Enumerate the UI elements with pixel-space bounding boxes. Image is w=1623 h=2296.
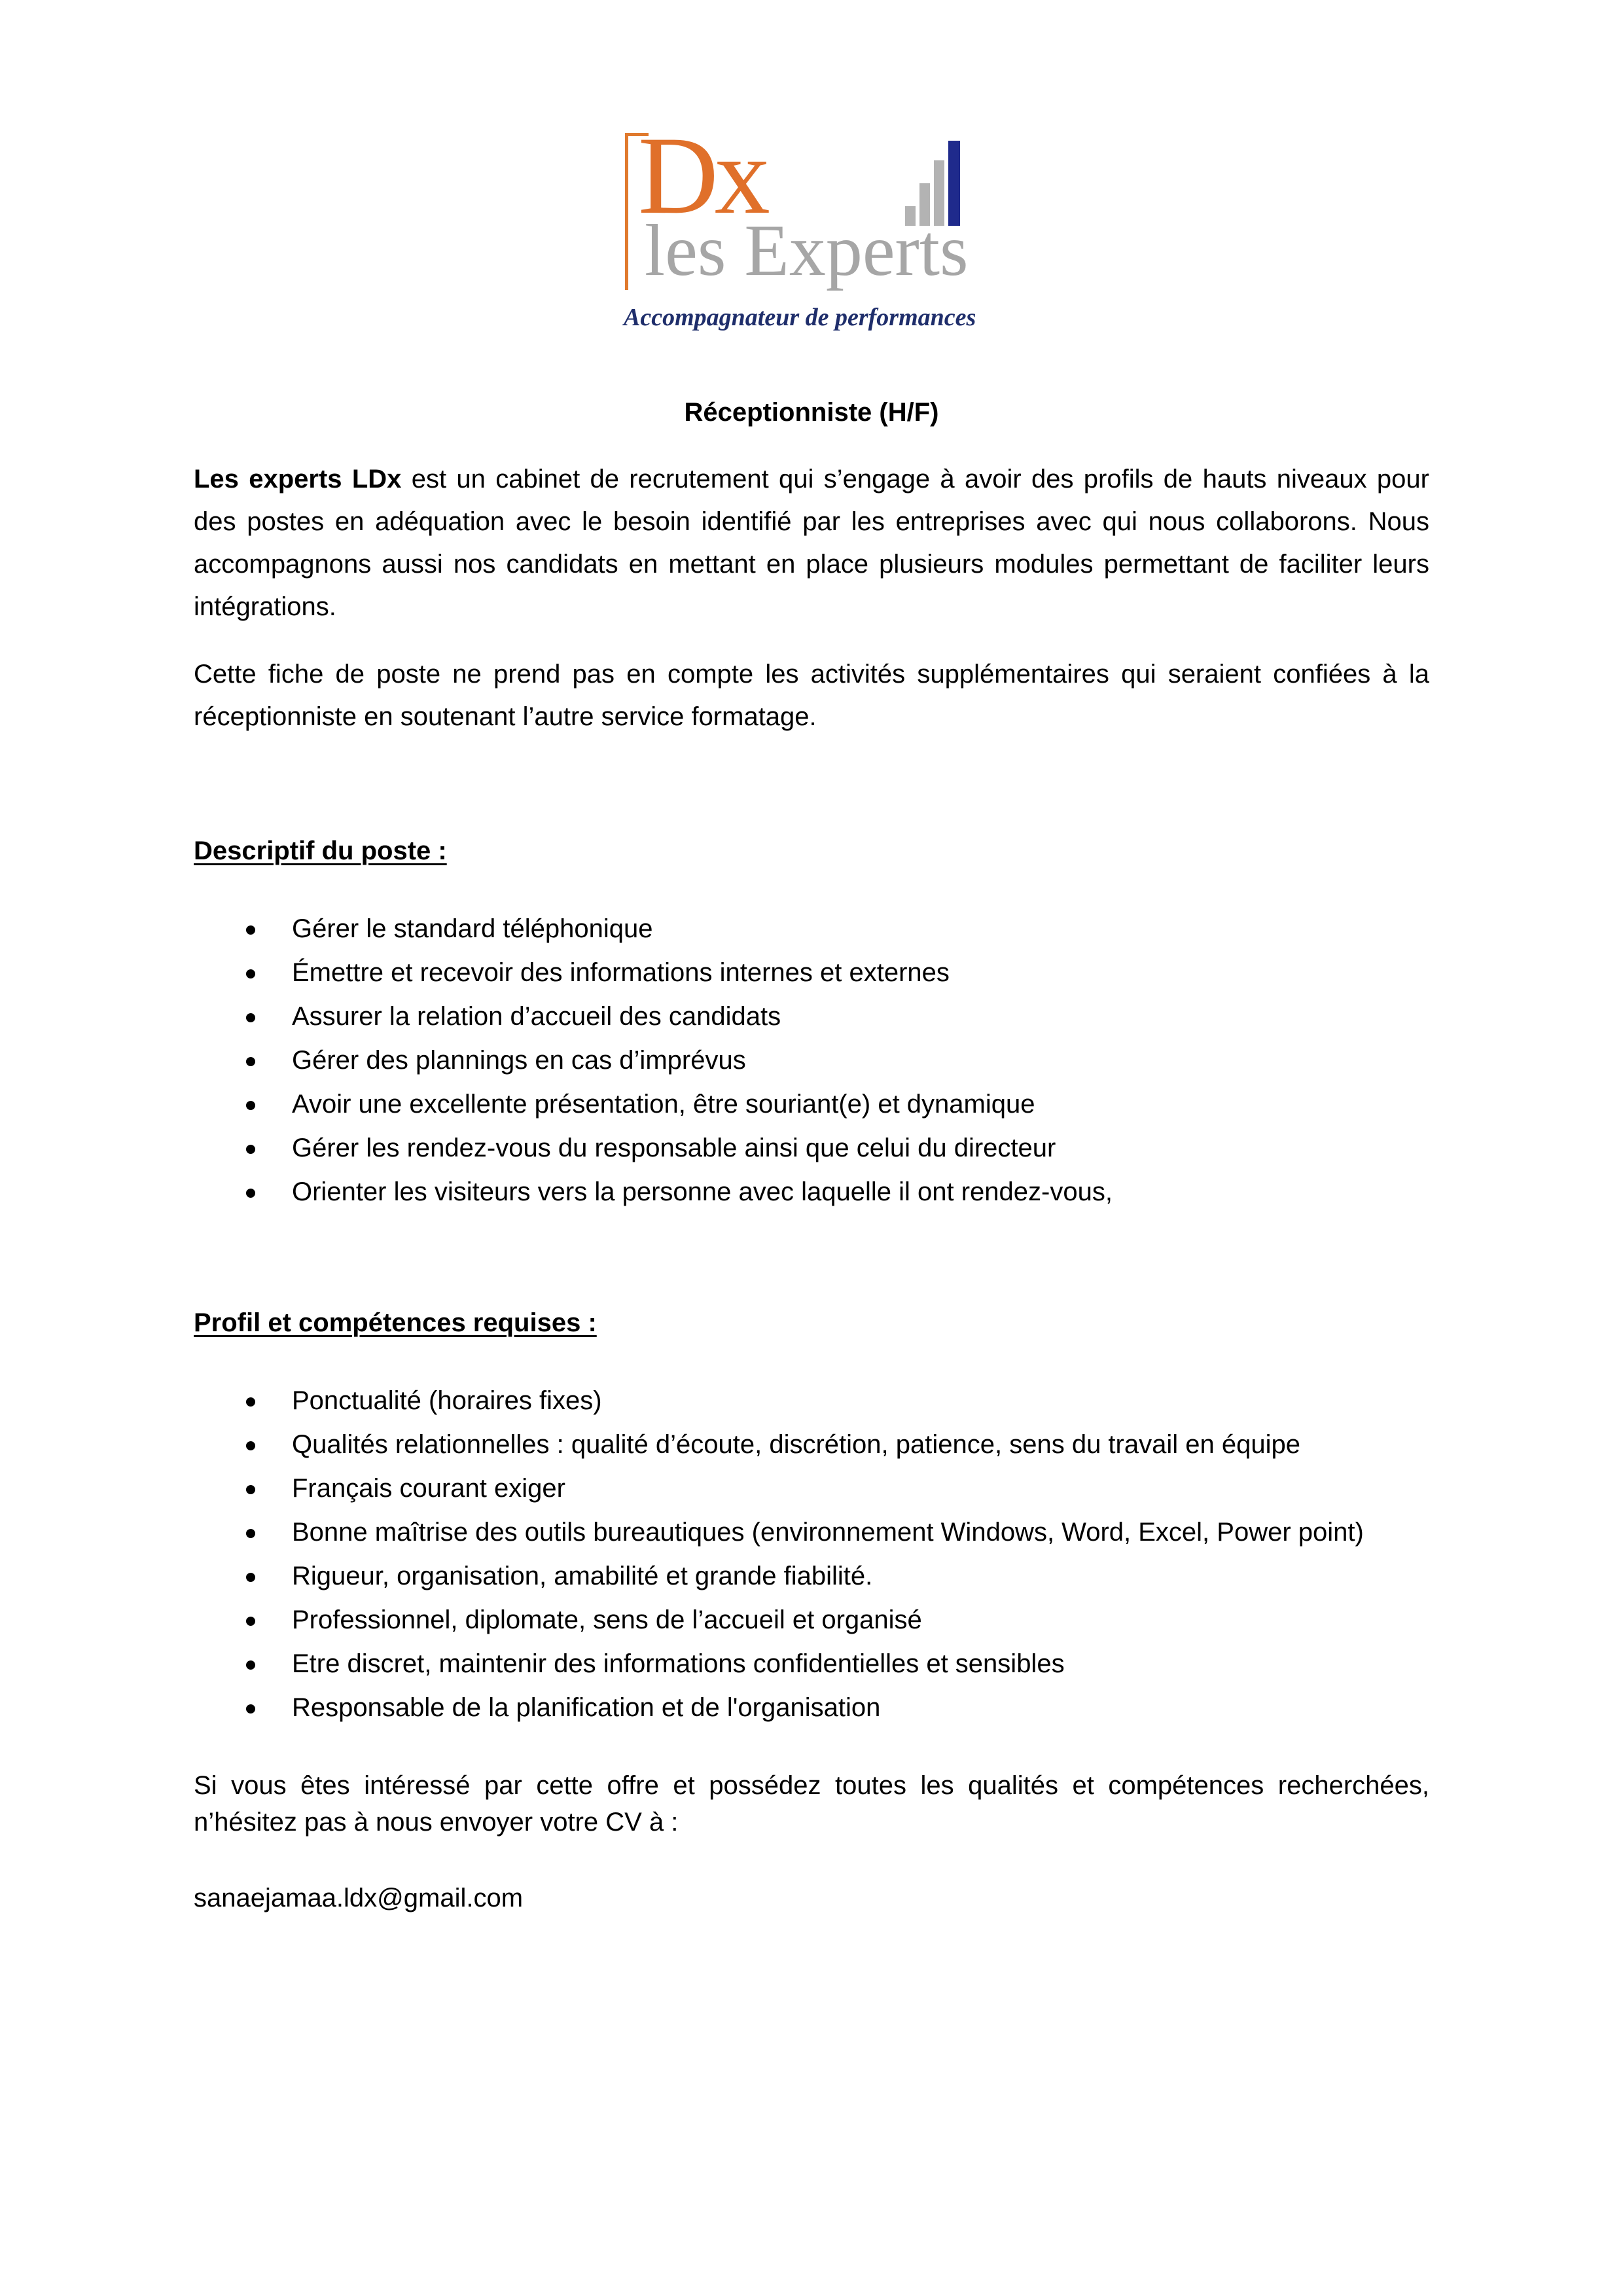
- list-item-text: Gérer des plannings en cas d’imprévus: [292, 1046, 746, 1075]
- list-item: [194, 1686, 1437, 1730]
- bullet-icon: [246, 1660, 255, 1670]
- list-item: [194, 907, 1437, 951]
- page-title: Réceptionniste (H/F): [684, 398, 939, 427]
- logo-mark: Dx: [638, 114, 766, 237]
- list-item: [194, 1083, 1437, 1126]
- list-item: [194, 995, 1437, 1039]
- list-item: [194, 1170, 1437, 1214]
- descriptif-heading: Descriptif du poste :: [194, 836, 447, 865]
- list-item-text: Professionnel, diplomate, sens de l’accueil et organisé: [292, 1605, 922, 1634]
- list-item-text: Etre discret, maintenir des informations confidentielles et sensibles: [292, 1649, 1065, 1678]
- company-logo: [618, 114, 1024, 344]
- bullet-icon: [246, 1441, 255, 1450]
- intro-text: est un cabinet de recrutement qui s’engage à avoir des profils de hauts niveaux pour des postes en adéquation avec le besoin identifié par les entreprises avec qui nous collaborons. Nous accompagnons aussi nos candidats en mettant en place plusieurs modules permettant de faciliter leurs intégrations.: [194, 465, 1429, 621]
- list-item: [194, 1598, 1437, 1642]
- list-item-text: Qualités relationnelles : qualité d’écoute, discrétion, patience, sens du travail en équipe: [292, 1430, 1300, 1459]
- bullet-icon: [246, 1485, 255, 1494]
- bullet-icon: [246, 1057, 255, 1066]
- bullet-icon: [246, 925, 255, 935]
- bullet-icon: [246, 1529, 255, 1538]
- list-item-text: Rigueur, organisation, amabilité et grande fiabilité.: [292, 1562, 873, 1590]
- list-item-text: Gérer les rendez-vous du responsable ainsi que celui du directeur: [292, 1134, 1056, 1162]
- logo-name: les Experts: [645, 210, 969, 291]
- intro-paragraph: [194, 458, 1429, 628]
- bullet-icon: [246, 1397, 255, 1407]
- list-item-text: Émettre et recevoir des informations internes et externes: [292, 958, 950, 987]
- list-item: [194, 951, 1437, 995]
- list-item-text: Responsable de la planification et de l'organisation: [292, 1693, 881, 1722]
- list-item: [194, 1423, 1437, 1467]
- list-item-text: Orienter les visiteurs vers la personne avec laquelle il ont rendez-vous,: [292, 1177, 1113, 1206]
- list-item: [194, 1511, 1437, 1554]
- list-item: [194, 1126, 1437, 1170]
- closing-paragraph: Si vous êtes intéressé par cette offre et possédez toutes les qualités et compétences recherchées, n’hésitez pas à nous envoyer votre CV à :: [194, 1771, 1429, 1837]
- list-item-text: Assurer la relation d’accueil des candidats: [292, 1002, 781, 1031]
- bullet-icon: [246, 1704, 255, 1713]
- profil-heading: Profil et compétences requises :: [194, 1308, 597, 1337]
- list-item-text: Français courant exiger: [292, 1474, 565, 1503]
- list-item: [194, 1554, 1437, 1598]
- list-item: [194, 1039, 1437, 1083]
- bullet-icon: [246, 1013, 255, 1022]
- bullet-icon: [246, 969, 255, 978]
- bullet-icon: [246, 1573, 255, 1582]
- logo-bracket: [625, 133, 628, 290]
- contact-email[interactable]: sanaejamaa.ldx@gmail.com: [194, 1884, 524, 1912]
- bullet-icon: [246, 1189, 255, 1198]
- bullet-icon: [246, 1145, 255, 1154]
- list-item-text: Ponctualité (horaires fixes): [292, 1386, 602, 1415]
- bullet-icon: [246, 1617, 255, 1626]
- note-paragraph: Cette fiche de poste ne prend pas en compte les activités supplémentaires qui seraient confiées à la réceptionniste en soutenant l’autre service formatage.: [194, 660, 1429, 731]
- list-item: [194, 1379, 1437, 1423]
- list-item-text: Bonne maîtrise des outils bureautiques (environnement Windows, Word, Excel, Power point): [292, 1518, 1364, 1547]
- list-item: [194, 1642, 1437, 1686]
- bullet-icon: [246, 1101, 255, 1110]
- list-item-text: Avoir une excellente présentation, être souriant(e) et dynamique: [292, 1090, 1035, 1119]
- list-item: [194, 1467, 1437, 1511]
- profil-list: [194, 1379, 1437, 1730]
- company-name: Les experts LDx: [194, 465, 402, 493]
- list-item-text: Gérer le standard téléphonique: [292, 914, 653, 943]
- logo-tagline: Accompagnateur de performances: [624, 304, 976, 331]
- descriptif-list: [194, 907, 1437, 1214]
